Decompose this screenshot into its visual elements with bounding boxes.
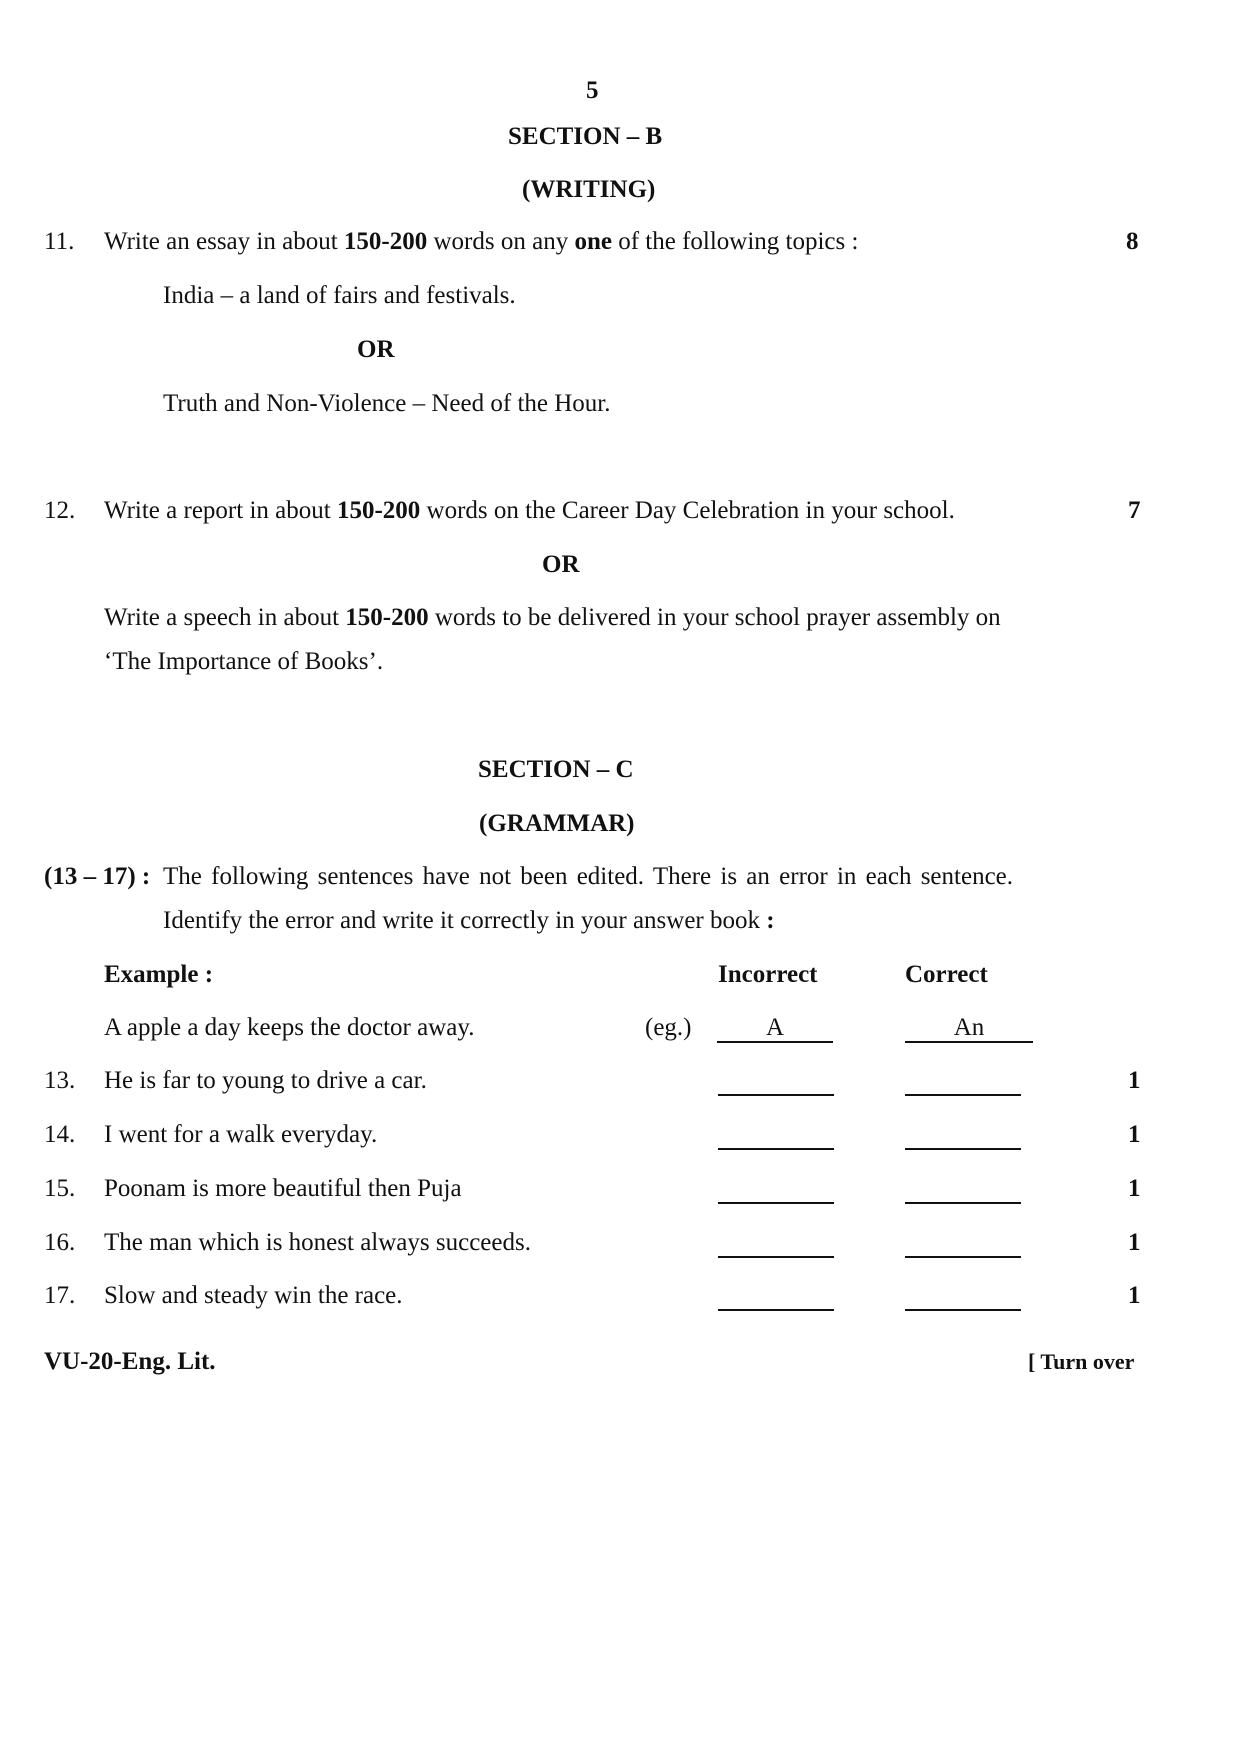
question-range: (13 – 17) : bbox=[44, 863, 151, 890]
q13-correct-blank bbox=[905, 1094, 1021, 1096]
turn-over-note: [ Turn over bbox=[1028, 1349, 1135, 1374]
q13-number: 13. bbox=[44, 1067, 76, 1094]
q16-marks: 1 bbox=[1128, 1229, 1141, 1256]
q16-correct-blank bbox=[905, 1256, 1021, 1258]
q17-marks: 1 bbox=[1128, 1282, 1141, 1309]
q11-text: Write an essay in about 150-200 words on any one of the following topics : bbox=[104, 228, 859, 255]
q13-incorrect-blank bbox=[718, 1094, 834, 1096]
q16-incorrect-blank bbox=[718, 1256, 834, 1258]
column-correct: Correct bbox=[905, 961, 988, 988]
section-c-subtitle: (GRAMMAR) bbox=[479, 810, 635, 837]
q13-marks: 1 bbox=[1128, 1067, 1141, 1094]
q12-alt-line2: ‘The Importance of Books’. bbox=[104, 648, 384, 675]
section-b-title: SECTION – B bbox=[508, 123, 663, 150]
q13-text: He is far to young to drive a car. bbox=[104, 1067, 427, 1094]
q12-text: Write a report in about 150-200 words on the Career Day Celebration in your school. bbox=[104, 497, 955, 524]
q17-text: Slow and steady win the race. bbox=[104, 1282, 403, 1309]
q11-option-1: India – a land of fairs and festivals. bbox=[163, 282, 516, 309]
example-sentence: A apple a day keeps the doctor away. bbox=[104, 1014, 475, 1041]
section-b-subtitle: (WRITING) bbox=[522, 176, 656, 203]
q14-marks: 1 bbox=[1128, 1121, 1141, 1148]
q11-option-2: Truth and Non-Violence – Need of the Hour. bbox=[163, 390, 611, 417]
q17-number: 17. bbox=[44, 1282, 76, 1309]
q12-alt-text: Write a speech in about 150-200 words to be delivered in your school prayer assembly on bbox=[104, 604, 1001, 631]
example-tag: (eg.) bbox=[645, 1014, 692, 1041]
q14-incorrect-blank bbox=[718, 1148, 834, 1150]
column-incorrect: Incorrect bbox=[718, 961, 818, 988]
instruction-line-2: Identify the error and write it correctly in your answer book : bbox=[163, 907, 775, 934]
q11-or: OR bbox=[357, 336, 395, 363]
section-c-title: SECTION – C bbox=[478, 756, 634, 783]
q14-number: 14. bbox=[44, 1121, 76, 1148]
q12-number: 12. bbox=[44, 497, 76, 524]
q17-incorrect-blank bbox=[718, 1309, 834, 1311]
q17-correct-blank bbox=[905, 1309, 1021, 1311]
q15-marks: 1 bbox=[1128, 1175, 1141, 1202]
example-incorrect-line bbox=[717, 1041, 833, 1043]
q16-number: 16. bbox=[44, 1229, 76, 1256]
example-correct-value: An bbox=[953, 1014, 985, 1041]
q11-number: 11. bbox=[44, 228, 75, 255]
example-incorrect-value: A bbox=[765, 1014, 785, 1041]
q15-number: 15. bbox=[44, 1175, 76, 1202]
instruction-line-1: The following sentences have not been edited. There is an error in each sentence. bbox=[163, 863, 1014, 890]
q12-or: OR bbox=[542, 551, 580, 578]
q15-incorrect-blank bbox=[718, 1202, 834, 1204]
example-label: Example : bbox=[104, 961, 214, 988]
q12-marks: 7 bbox=[1128, 497, 1141, 524]
q15-correct-blank bbox=[905, 1202, 1021, 1204]
q15-text: Poonam is more beautiful then Puja bbox=[104, 1175, 462, 1202]
q14-text: I went for a walk everyday. bbox=[104, 1121, 378, 1148]
paper-code: VU-20-Eng. Lit. bbox=[44, 1348, 216, 1375]
q14-correct-blank bbox=[905, 1148, 1021, 1150]
q11-marks: 8 bbox=[1126, 228, 1139, 255]
page-number: 5 bbox=[586, 77, 599, 104]
example-correct-line bbox=[905, 1041, 1033, 1043]
q16-text: The man which is honest always succeeds. bbox=[104, 1229, 531, 1256]
